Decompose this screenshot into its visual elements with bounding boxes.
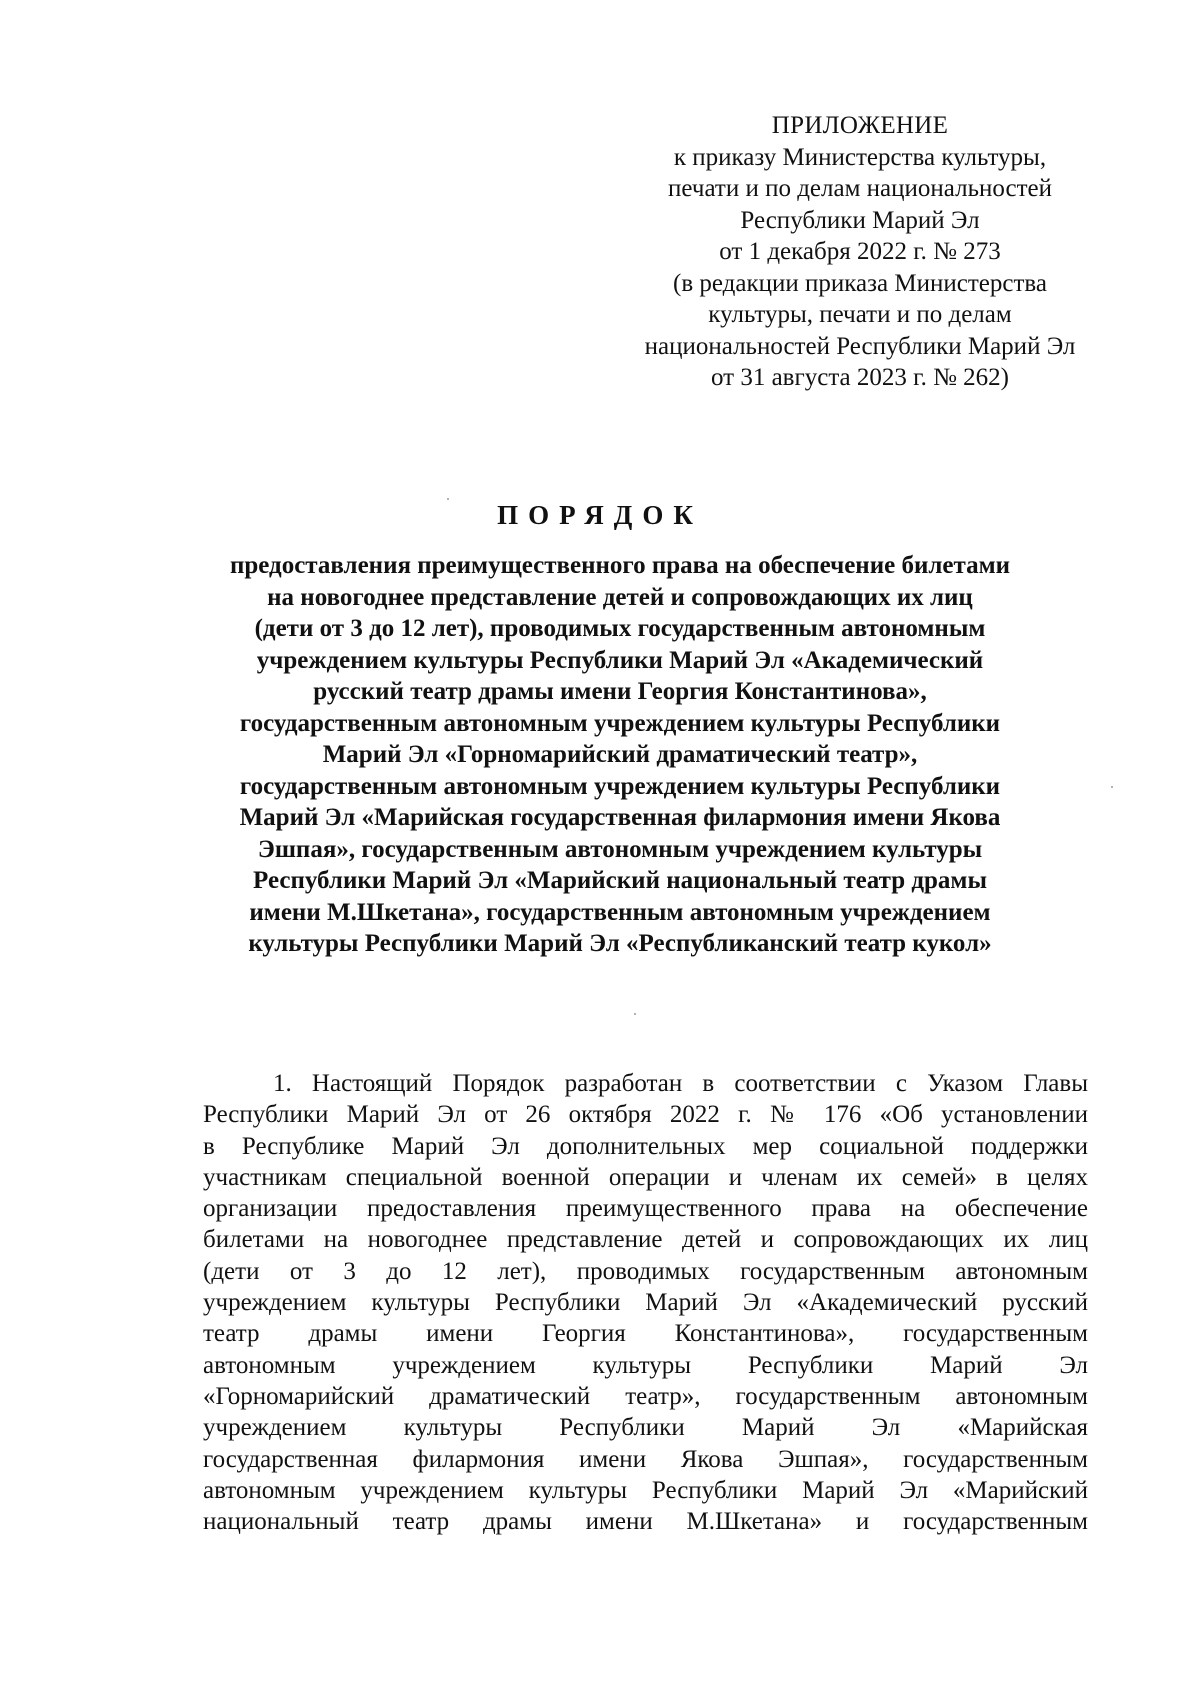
appendix-line: печати и по делам национальностей xyxy=(668,175,1052,202)
subtitle-line: учреждением культуры Республики Марий Эл «Академический xyxy=(256,646,984,674)
body-line: билетами на новогоднее представление детей и сопровождающих их лиц xyxy=(203,1226,1088,1254)
body-line: учреждением культуры Республики Марий Эл «Академический русский xyxy=(203,1289,1088,1317)
subtitle-line: Марий Эл «Марийская государственная филармония имени Якова xyxy=(239,804,1001,831)
scan-speck xyxy=(634,1013,636,1015)
subtitle-line: Марий Эл «Горномарийский драматический театр», xyxy=(322,741,918,768)
body-line: «Горномарийский драматический театр», государственным автономным xyxy=(203,1382,1088,1410)
body-line: участникам специальной военной операции и членам их семей» в целях xyxy=(203,1163,1088,1191)
appendix-line: к приказу Министерства культуры, xyxy=(673,143,1047,171)
subtitle-line: Эшпая», государственным автономным учреждением культуры xyxy=(257,835,983,863)
subtitle-line: на новогоднее представление детей и сопровождающих их лиц xyxy=(267,583,973,611)
body-line: учреждением культуры Республики Марий Эл «Марийская xyxy=(203,1414,1088,1442)
body-line: театр драмы имени Георгия Константинова», государственным xyxy=(203,1320,1088,1348)
body-line: (дети от 3 до 12 лет), проводимых государственным автономным xyxy=(203,1257,1088,1285)
document-title: ПОРЯДОК xyxy=(497,500,703,530)
subtitle-line: имени М.Шкетана», государственным автономным учреждением xyxy=(249,898,991,926)
appendix-line: культуры, печати и по делам xyxy=(708,301,1012,328)
body-line: автономным учреждением культуры Республики Марий Эл xyxy=(203,1351,1088,1379)
document-subtitle xyxy=(190,550,1050,960)
appendix-line: Республики Марий Эл xyxy=(740,206,980,234)
subtitle-line: государственным автономным учреждением культуры Республики xyxy=(239,709,1001,737)
body-line: автономным учреждением культуры Республики Марий Эл «Марийский xyxy=(203,1476,1088,1504)
subtitle-line: русский театр драмы имени Георгия Константинова», xyxy=(313,678,927,705)
appendix-header xyxy=(600,110,1120,394)
appendix-line: (в редакции приказа Министерства xyxy=(673,269,1047,297)
appendix-line: национальностей Республики Марий Эл xyxy=(644,332,1076,360)
scan-speck xyxy=(447,498,449,500)
appendix-label: ПРИЛОЖЕНИЕ xyxy=(771,112,949,139)
subtitle-line: (дети от 3 до 12 лет), проводимых государственным автономным xyxy=(254,615,986,642)
subtitle-line: Республики Марий Эл «Марийский национальный театр драмы xyxy=(253,867,987,894)
appendix-line: от 31 августа 2023 г. № 262) xyxy=(710,364,1010,391)
body-line: в Республике Марий Эл дополнительных мер социальной поддержки xyxy=(203,1132,1088,1160)
body-line: национальный театр драмы имени М.Шкетана» и государственным xyxy=(203,1508,1088,1536)
scan-speck xyxy=(1111,786,1113,788)
subtitle-line: предоставления преимущественного права на обеспечение билетами xyxy=(229,552,1011,579)
body-line: государственная филармония имени Якова Эшпая», государственным xyxy=(203,1445,1088,1473)
body-line: Республики Марий Эл от 26 октября 2022 г. № 176 «Об установлении xyxy=(203,1101,1088,1129)
subtitle-line: культуры Республики Марий Эл «Республиканский театр кукол» xyxy=(248,930,992,957)
body-line: организации предоставления преимущественного права на обеспечение xyxy=(203,1195,1088,1223)
subtitle-line: государственным автономным учреждением культуры Республики xyxy=(239,772,1001,800)
body-line: 1. Настоящий Порядок разработан в соответствии с Указом Главы xyxy=(273,1070,1088,1097)
paragraph-1 xyxy=(203,1068,1088,1537)
appendix-line: от 1 декабря 2022 г. № 273 xyxy=(719,238,1001,265)
